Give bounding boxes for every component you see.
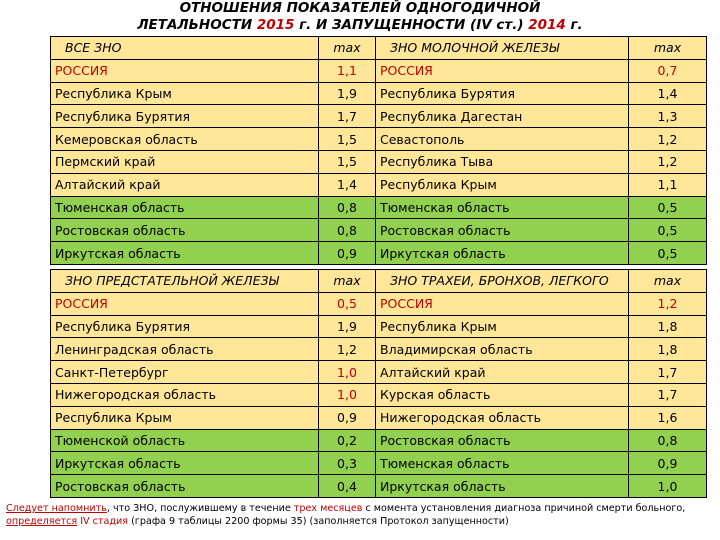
left-value: 1,9 (319, 82, 376, 105)
right-region: Владимирская область (376, 338, 629, 361)
left-region: Тюменская область (51, 196, 319, 219)
table-row (51, 475, 707, 498)
left-value: 1,1 (319, 59, 376, 82)
left-section-header: ЗНО ПРЕДСТАТЕЛЬНОЙ ЖЕЛЕЗЫ (51, 269, 319, 292)
left-value: 1,4 (319, 173, 376, 196)
table-row (51, 59, 707, 82)
right-section-header: ЗНО МОЛОЧНОЙ ЖЕЛЕЗЫ (376, 37, 629, 60)
table-row (51, 315, 707, 338)
table-row (51, 242, 707, 265)
right-region: Республика Дагестан (376, 105, 629, 128)
right-value: 1,6 (629, 406, 707, 429)
left-value: 0,8 (319, 219, 376, 242)
right-value: 1,3 (629, 105, 707, 128)
table-row (51, 383, 707, 406)
table-row (51, 338, 707, 361)
table-row (51, 150, 707, 173)
right-value: 1,0 (629, 475, 707, 498)
right-value: 0,5 (629, 242, 707, 265)
left-region: Республика Крым (51, 406, 319, 429)
left-value: 0,2 (319, 429, 376, 452)
left-value: 1,0 (319, 361, 376, 384)
title-text-a: ЛЕТАЛЬНОСТИ (137, 17, 257, 33)
left-region: Республика Крым (51, 82, 319, 105)
title-year-2: 2014 (528, 17, 566, 33)
right-value: 1,8 (629, 315, 707, 338)
right-value: 0,7 (629, 59, 707, 82)
left-value: 1,9 (319, 315, 376, 338)
left-value: 1,5 (319, 128, 376, 151)
right-value: 1,2 (629, 292, 707, 315)
right-region: Алтайский край (376, 361, 629, 384)
page-title (0, 0, 720, 34)
right-region: Курская область (376, 383, 629, 406)
right-value: 1,2 (629, 150, 707, 173)
left-region: Тюменской область (51, 429, 319, 452)
left-value: 0,8 (319, 196, 376, 219)
left-value: 1,7 (319, 105, 376, 128)
footnote-lead: Следует напомнить (6, 503, 107, 514)
left-max-header: max (319, 269, 376, 292)
right-region: Тюменская область (376, 452, 629, 475)
left-region: Республика Бурятия (51, 315, 319, 338)
left-region: Ростовская область (51, 475, 319, 498)
left-value: 1,2 (319, 338, 376, 361)
footnote-text-1: , что ЗНО, послужившему в течение (106, 503, 294, 514)
right-section-header: ЗНО ТРАХЕИ, БРОНХОВ, ЛЕГКОГО (376, 269, 629, 292)
title-text-c: г. (565, 17, 583, 33)
table-row (51, 361, 707, 384)
left-value: 0,5 (319, 292, 376, 315)
footnote-stage: IV стадия (80, 516, 129, 527)
right-region: РОССИЯ (376, 292, 629, 315)
table-row (51, 105, 707, 128)
right-value: 1,7 (629, 383, 707, 406)
right-region: Ростовская область (376, 429, 629, 452)
left-region: Пермский край (51, 150, 319, 173)
right-value: 1,1 (629, 173, 707, 196)
right-max-header: max (629, 269, 707, 292)
table-row (51, 128, 707, 151)
table-row (51, 452, 707, 475)
table-row (51, 173, 707, 196)
table-row (51, 406, 707, 429)
right-region: Республика Тыва (376, 150, 629, 173)
left-region: Ростовская область (51, 219, 319, 242)
right-region: Республика Крым (376, 173, 629, 196)
table-row (51, 82, 707, 105)
right-region: Ростовская область (376, 219, 629, 242)
right-value: 1,7 (629, 361, 707, 384)
right-value: 0,9 (629, 452, 707, 475)
section-header-row (51, 269, 707, 292)
table-row (51, 292, 707, 315)
title-year-1: 2015 (256, 17, 295, 33)
left-region: РОССИЯ (51, 292, 319, 315)
section-header-row (51, 37, 707, 60)
right-region: Республика Бурятия (376, 82, 629, 105)
right-region: РОССИЯ (376, 59, 629, 82)
right-region: Нижегородская область (376, 406, 629, 429)
right-max-header: max (629, 37, 707, 60)
left-region: Иркутская область (51, 452, 319, 475)
left-max-header: max (319, 37, 376, 60)
left-value: 0,4 (319, 475, 376, 498)
footnote-text-2: с момента установления диагноза причиной смерти больного, (362, 503, 686, 514)
right-region: Севастополь (376, 128, 629, 151)
right-region: Республика Крым (376, 315, 629, 338)
footnote (6, 502, 714, 528)
left-region: Нижегородская область (51, 383, 319, 406)
right-value: 1,8 (629, 338, 707, 361)
right-value: 1,2 (629, 128, 707, 151)
left-value: 1,5 (319, 150, 376, 173)
right-value: 0,8 (629, 429, 707, 452)
table-row (51, 429, 707, 452)
left-region: Санкт-Петербург (51, 361, 319, 384)
footnote-determined: определяется (6, 516, 78, 527)
left-region: РОССИЯ (51, 59, 319, 82)
title-text-b: г. И ЗАПУЩЕННОСТИ (IV ст.) (294, 17, 529, 33)
left-region: Кемеровская область (51, 128, 319, 151)
right-region: Иркутская область (376, 475, 629, 498)
right-region: Иркутская область (376, 242, 629, 265)
right-region: Тюменская область (376, 196, 629, 219)
right-value: 1,4 (629, 82, 707, 105)
left-region: Алтайский край (51, 173, 319, 196)
footnote-text-3: (графа 9 таблицы 2200 формы 35) (заполняется Протокол запущенности) (128, 516, 509, 527)
left-value: 1,0 (319, 383, 376, 406)
left-value: 0,3 (319, 452, 376, 475)
left-region: Республика Бурятия (51, 105, 319, 128)
right-value: 0,5 (629, 196, 707, 219)
left-value: 0,9 (319, 406, 376, 429)
ratio-table (50, 36, 707, 498)
title-line-2 (0, 17, 720, 34)
left-region: Иркутская область (51, 242, 319, 265)
table-row (51, 196, 707, 219)
table-row (51, 219, 707, 242)
left-region: Ленинградская область (51, 338, 319, 361)
left-section-header: ВСЕ ЗНО (51, 37, 319, 60)
footnote-three-months: трех месяцев (293, 503, 363, 514)
left-value: 0,9 (319, 242, 376, 265)
right-value: 0,5 (629, 219, 707, 242)
title-line-1: ОТНОШЕНИЯ ПОКАЗАТЕЛЕЙ ОДНОГОДИЧНОЙ (179, 0, 541, 16)
